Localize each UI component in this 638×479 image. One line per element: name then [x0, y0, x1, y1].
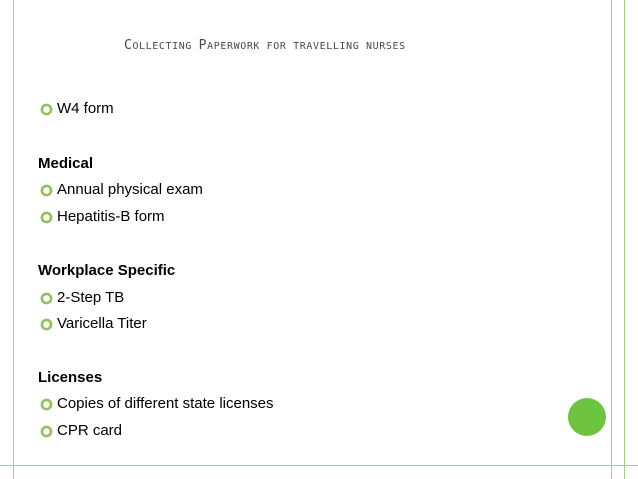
title-part: APERWORK FOR TRAVELLING NURSES [207, 41, 406, 52]
ring-bullet-icon [40, 398, 53, 411]
ring-bullet-icon [40, 211, 53, 224]
list-item-text: Hepatitis-B form [57, 208, 165, 225]
ring-bullet-icon [40, 292, 53, 305]
list-item-text: Annual physical exam [57, 181, 203, 198]
list-item-text: W4 form [57, 100, 114, 117]
slide-title [0, 38, 638, 53]
list-item-text: CPR card [57, 422, 123, 439]
list-item-text: 2-Step TB [57, 289, 125, 306]
decorative-green-circle [568, 398, 606, 436]
list-item-text: Varicella Titer [57, 315, 147, 332]
section-heading: Medical [38, 155, 94, 172]
ring-bullet-icon [40, 103, 53, 116]
title-part: P [198, 38, 208, 53]
frame-left-line [13, 0, 14, 479]
frame-right-band [611, 0, 625, 479]
frame-bottom-line [0, 465, 638, 466]
section-heading: Workplace Specific [38, 262, 176, 279]
title-part: C [124, 38, 133, 53]
ring-bullet-icon [40, 184, 53, 197]
ring-bullet-icon [40, 425, 53, 438]
ring-bullet-icon [40, 318, 53, 331]
list-item-text: Copies of different state licenses [57, 395, 274, 412]
section-heading: Licenses [38, 369, 103, 386]
title-part: OLLECTING [132, 41, 199, 52]
